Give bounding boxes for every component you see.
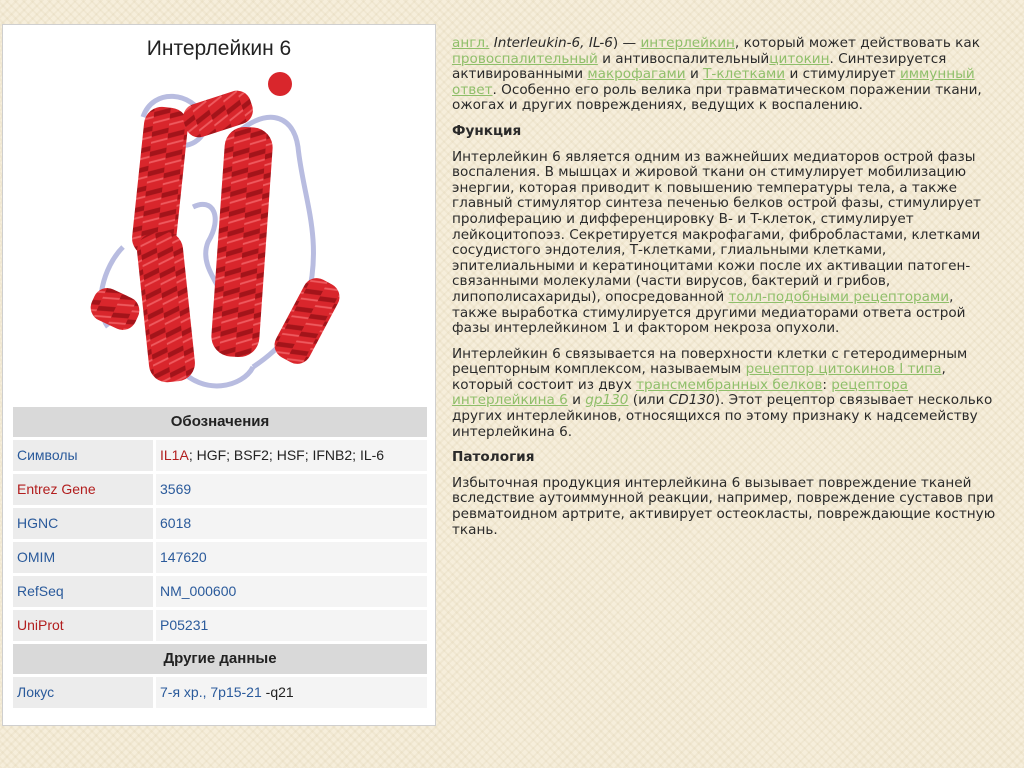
- link-gp130[interactable]: gp130: [585, 392, 629, 409]
- function2-text-1: Интерлейкин 6 связывается на поверхности клетки с гетеродимерным рецепторным комплексом, называемым: [452, 345, 968, 378]
- protein-structure-image: [83, 67, 363, 399]
- row-refseq: [13, 576, 427, 607]
- row-entrez: [13, 474, 427, 505]
- row-uniprot: [13, 610, 427, 641]
- infobox-title: Интерлейкин 6: [146, 37, 292, 60]
- infobox: [2, 24, 436, 726]
- link-proinflammatory[interactable]: провоспалительный: [452, 50, 598, 67]
- function2-text-4: и: [567, 392, 586, 409]
- label-uniprot[interactable]: UniProt: [13, 610, 153, 641]
- function2-text-6: ). Этот рецептор связывает несколько других интерлейкинов, относящихся по этому признаку к надсемейству интерлейкина 6.: [452, 392, 993, 440]
- function-paragraph-1: [452, 150, 1000, 337]
- link-toll-like-receptors[interactable]: толл-подобными рецепторами: [728, 288, 950, 305]
- link-macrophages[interactable]: макрофагами: [587, 66, 686, 83]
- link-immune-response[interactable]: иммунный ответ: [452, 66, 975, 98]
- intro-text-2: , который может действовать как: [734, 35, 980, 51]
- label-locus[interactable]: Локус: [13, 677, 153, 708]
- heading-function: Функция: [452, 122, 522, 139]
- value-entrez[interactable]: 3569: [156, 474, 427, 505]
- cd130-text: CD130: [668, 392, 715, 409]
- row-omim: [13, 542, 427, 573]
- row-locus: [13, 677, 427, 708]
- locus-rest: -q21: [261, 684, 294, 700]
- row-symbols: [13, 440, 427, 471]
- label-hgnc[interactable]: HGNC: [13, 508, 153, 539]
- link-cytokine-receptor-type-1[interactable]: рецептор цитокинов I типа: [745, 361, 942, 378]
- section-other-data: Другие данные: [13, 644, 427, 674]
- link-locus[interactable]: 7-я хр., 7p15-21: [160, 684, 262, 700]
- function2-text-2: , который состоит из двух: [452, 361, 946, 393]
- link-interleukin[interactable]: интерлейкин: [640, 35, 735, 51]
- link-il1a[interactable]: IL1A: [160, 447, 189, 463]
- intro-english-name: Interleukin-6, IL-6: [493, 35, 613, 51]
- value-uniprot[interactable]: P05231: [156, 610, 427, 641]
- function-text-1: Интерлейкин 6 является одним из важнейших медиаторов острой фазы воспаления. В мышцах и жировой ткани он стимулирует мобилизацию энергии, которая приводит к повышению температуры тела, а также главный стимулятор синтеза печенью белков острой фазы, стимулирует пролиферацию и дифференцировку B- и T-клеток, стимулирует лейкоцитопоэз. Секретируется макрофагами, фибробластами, клетками сосудистого эндотелия, Т-клетками, глиальными клетками, эпителиальными и кератиноцитами кожи после их активации патоген-связанными молекулами (части вирусов, бактерий и грибов, липополисахариды), опосредованной: [452, 148, 981, 305]
- value-hgnc[interactable]: 6018: [156, 508, 427, 539]
- value-symbols: [156, 440, 427, 471]
- link-cytokine[interactable]: цитокин: [769, 50, 830, 67]
- intro-text-4: . Синтезируется активированными: [452, 50, 947, 83]
- label-omim[interactable]: OMIM: [13, 542, 153, 573]
- label-refseq[interactable]: RefSeq: [13, 576, 153, 607]
- label-symbols[interactable]: Символы: [13, 440, 153, 471]
- heading-pathology: Патология: [452, 449, 535, 466]
- function2-text-5: (или: [628, 392, 669, 409]
- link-il6-receptor[interactable]: рецептора интерлейкина 6: [452, 376, 908, 409]
- intro-text-5: и: [685, 66, 704, 83]
- value-locus: [156, 677, 427, 708]
- intro-text-3: и антивоспалительный: [597, 50, 770, 67]
- symbols-rest: ; HGF; BSF2; HSF; IFNB2; IL-6: [188, 447, 385, 463]
- row-hgnc: [13, 508, 427, 539]
- link-t-cells[interactable]: Т-клетками: [703, 66, 786, 83]
- section-designations: Обозначения: [13, 407, 427, 437]
- value-omim[interactable]: 147620: [156, 542, 427, 573]
- link-engl[interactable]: англ.: [452, 35, 490, 51]
- function2-text-3: :: [822, 376, 832, 393]
- intro-paragraph: [452, 36, 1000, 114]
- function-text-2: , также выработка стимулируется другими медиаторами ответа острой фазы интерлейкином 1 и фактором некроза опухоли.: [452, 288, 966, 337]
- infobox-table: [13, 407, 427, 711]
- pathology-paragraph: Избыточная продукция интерлейкина 6 вызывает повреждение тканей вследствие аутоиммунной реакции, например, повреждение суставов при ревматоидном артрите, активирует остеокласты, повреждающие костную ткань.: [452, 474, 996, 538]
- intro-text-7: . Особенно его роль велика при травматическом поражении ткани, ожогах и других повреждениях, ведущих к воспалению.: [452, 81, 982, 114]
- article-text: [452, 36, 1000, 548]
- value-refseq[interactable]: NM_000600: [156, 576, 427, 607]
- intro-text-6: и стимулирует: [785, 66, 900, 83]
- function-paragraph-2: [452, 347, 1000, 441]
- link-transmembrane-proteins[interactable]: трансмембранных белков: [636, 376, 823, 393]
- intro-text-1: ) —: [612, 35, 641, 51]
- label-entrez[interactable]: Entrez Gene: [13, 474, 153, 505]
